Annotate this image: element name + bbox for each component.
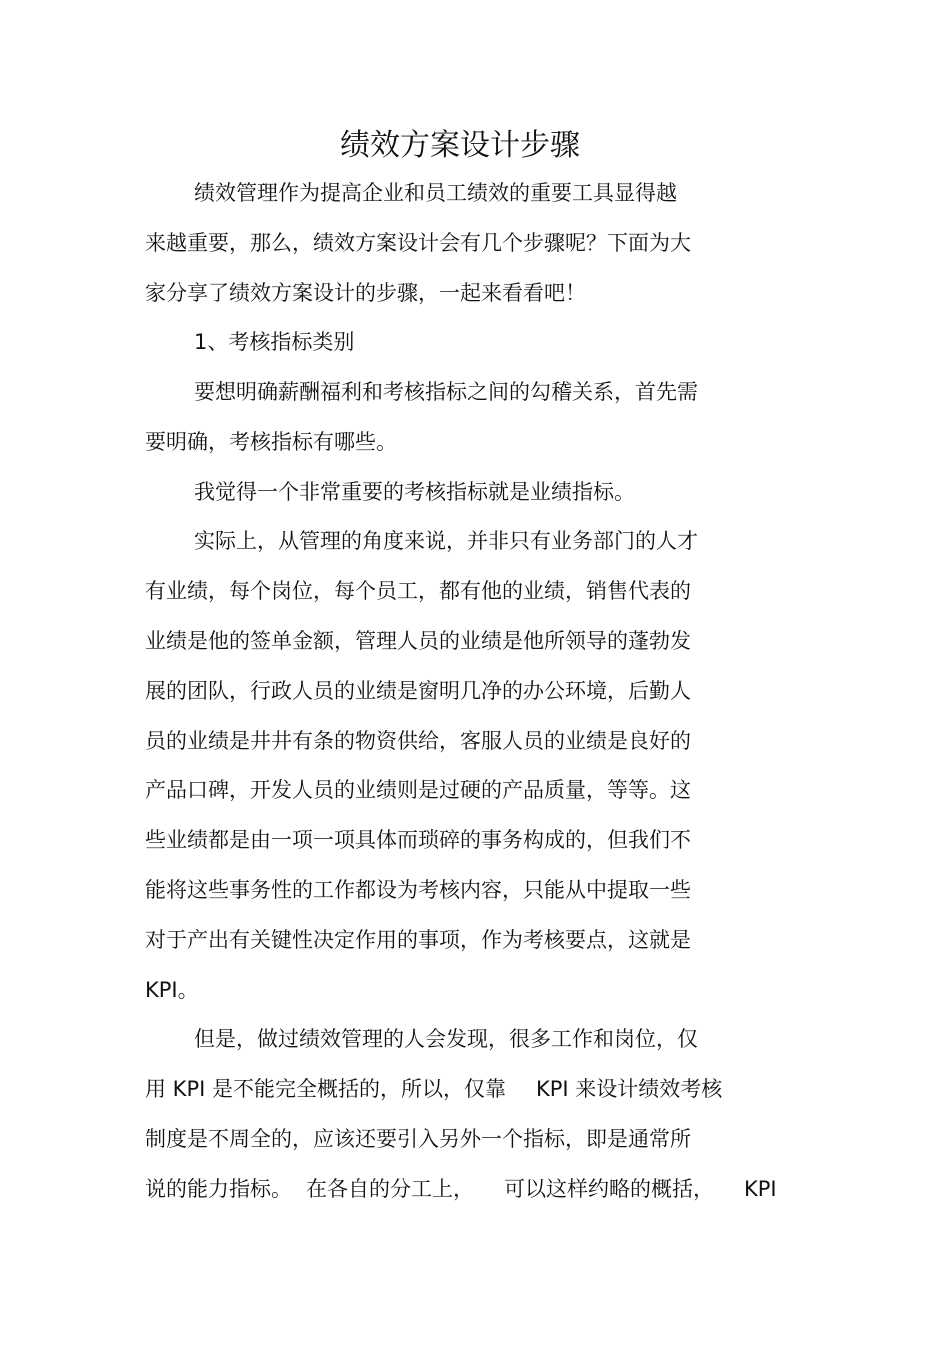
paragraph-line: 但是，做过绩效管理的人会发现，很多工作和岗位，仅 [194,1027,698,1051]
paragraph-line: 有业绩，每个岗位，每个员工，都有他的业绩，销售代表的 [145,579,691,603]
paragraph-line: 对于产出有关键性决定作用的事项，作为考核要点，这就是 [145,928,691,952]
paragraph-line: 我觉得一个非常重要的考核指标就是业绩指标。 [194,480,635,504]
paragraph-line: 家分享了绩效方案设计的步骤，一起来看看吧！ [145,281,586,305]
line-segment: 说的能力指标。 [145,1177,292,1201]
paragraph-line: 些业绩都是由一项一项具体而琐碎的事务构成的，但我们不 [145,828,691,852]
line-segment: 用 KPI 是不能完全概括的，所以，仅靠 [145,1077,506,1101]
paragraph-line: 产品口碑，开发人员的业绩则是过硬的产品质量，等等。这 [145,778,691,802]
paragraph-line: 员的业绩是井井有条的物资供给，客服人员的业绩是良好的 [145,729,691,753]
paragraph-line [145,1074,722,1104]
paragraph-line [145,1174,777,1204]
paragraph-line: 实际上，从管理的角度来说，并非只有业务部门的人才 [194,529,698,553]
paragraph-line: 要明确，考核指标有哪些。 [145,430,397,454]
line-segment: KPI [744,1177,777,1201]
line-segment: 在各自的分工上， [306,1177,474,1201]
paragraph-line: 业绩是他的签单金额，管理人员的业绩是他所领导的蓬勃发 [145,629,691,653]
paragraph-line: 来越重要，那么，绩效方案设计会有几个步骤呢？下面为大 [145,231,691,255]
section-heading: 1、考核指标类别 [194,330,355,354]
paragraph-line: KPI。 [145,978,199,1002]
line-segment: 可以这样约略的概括， [504,1177,714,1201]
paragraph-line: 要想明确薪酬福利和考核指标之间的勾稽关系，首先需 [194,380,698,404]
line-segment: KPI 来设计绩效考核 [535,1077,723,1101]
paragraph-line: 能将这些事务性的工作都设为考核内容，只能从中提取一些 [145,878,691,902]
paragraph-line: 绩效管理作为提高企业和员工绩效的重要工具显得越 [194,181,677,205]
paragraph-line: 制度是不周全的，应该还要引入另外一个指标，即是通常所 [145,1127,691,1151]
document-title: 绩效方案设计步骤 [340,128,580,163]
paragraph-line: 展的团队，行政人员的业绩是窗明几净的办公环境，后勤人 [145,679,691,703]
